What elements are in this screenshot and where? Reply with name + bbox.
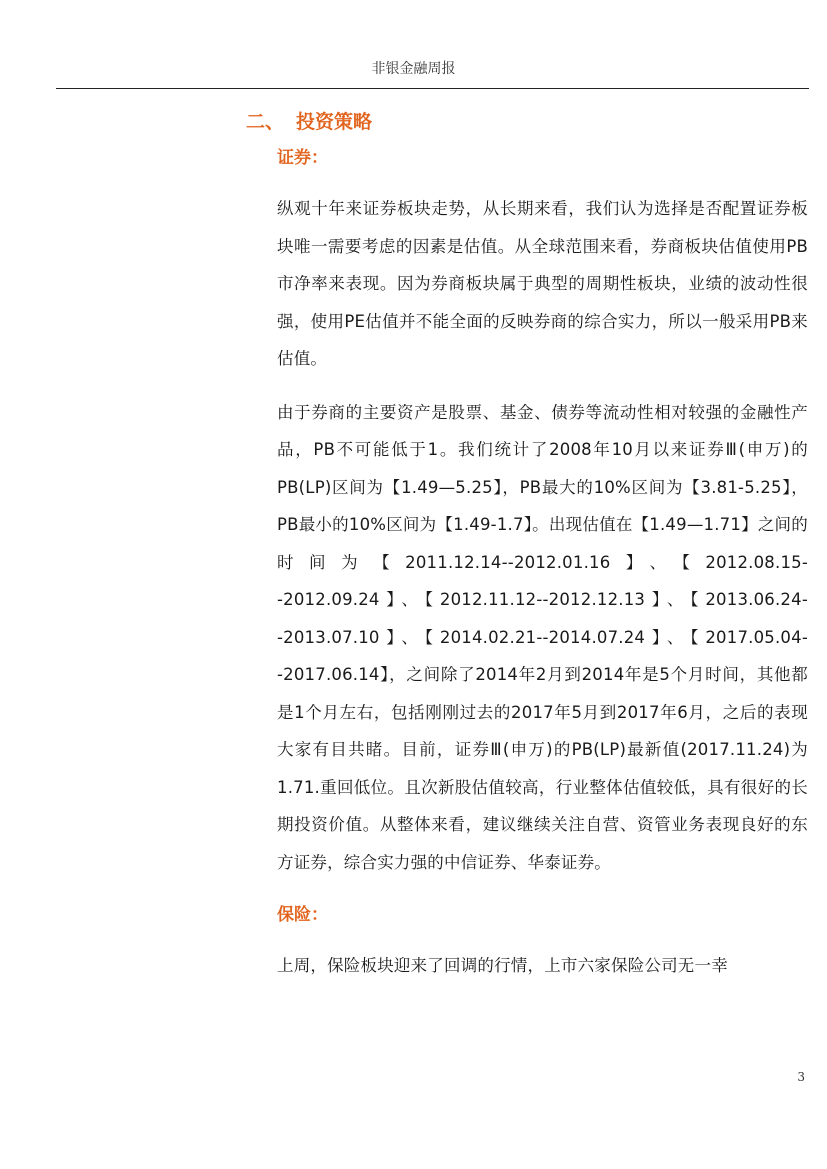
spacer <box>277 933 808 947</box>
header-divider <box>56 88 809 89</box>
section-heading <box>246 104 808 140</box>
section-title: 投资策略 <box>296 111 373 133</box>
section-number: 二、 <box>246 111 285 133</box>
insurance-heading: 保险： <box>277 905 328 925</box>
securities-paragraph-1: 纵观十年来证券板块走势，从长期来看，我们认为选择是否配置证券板块唯一需要考虑的因素是估值。从全球范围来看，券商板块估值使用PB市净率来表现。因为券商板块属于典型的周期性板块，业绩的波动性很强，使用PE估值并不能全面的反映券商的综合实力，所以一般采用PB来估值。 <box>277 199 808 368</box>
spacer <box>277 378 808 394</box>
insurance-paragraph-1: 上周，保险板块迎来了回调的行情，上市六家保险公司无一幸 <box>277 956 728 975</box>
securities-paragraph-2: 由于券商的主要资产是股票、基金、债券等流动性相对较强的金融性产品，PB不可能低于1。我们统计了2008年10月以来证券Ⅲ(申万)的PB(LP)区间为【1.49—5.25】，PB最大的10%区间为【3.81-5.25】，PB最小的10%区间为【1.49-1.7】。出现估值在【1.49—1.71】之间的时间为【2011.12.14--2012.01.16】、【2012.08.15--2012.09.24】、【2012.11.12--2012.12.13】、【2013.06.24--2013.07.10】、【2014.02.21--2014.07.24】、【2017.05.04--2017.06.14】，之间除了2014年2月到2014年是5个月时间，其他都是1个月左右，包括刚刚过去的2017年5月到2017年6月，之后的表现大家有目共睹。目前，证券Ⅲ(申万)的PB(LP)最新值(2017.11.24)为1.71.重回低位。且次新股估值较高，行业整体估值较低，具有很好的长期投资价值。从整体来看，建议继续关注自营、资管业务表现良好的东方证券，综合实力强的中信证券、华泰证券。 <box>277 402 808 872</box>
spacer <box>277 176 808 190</box>
spacer <box>277 881 808 897</box>
page-number: 3 <box>797 1070 805 1084</box>
securities-heading: 证券： <box>277 148 328 168</box>
page-header-title: 非银金融周报 <box>371 61 456 77</box>
main-content <box>246 104 808 985</box>
